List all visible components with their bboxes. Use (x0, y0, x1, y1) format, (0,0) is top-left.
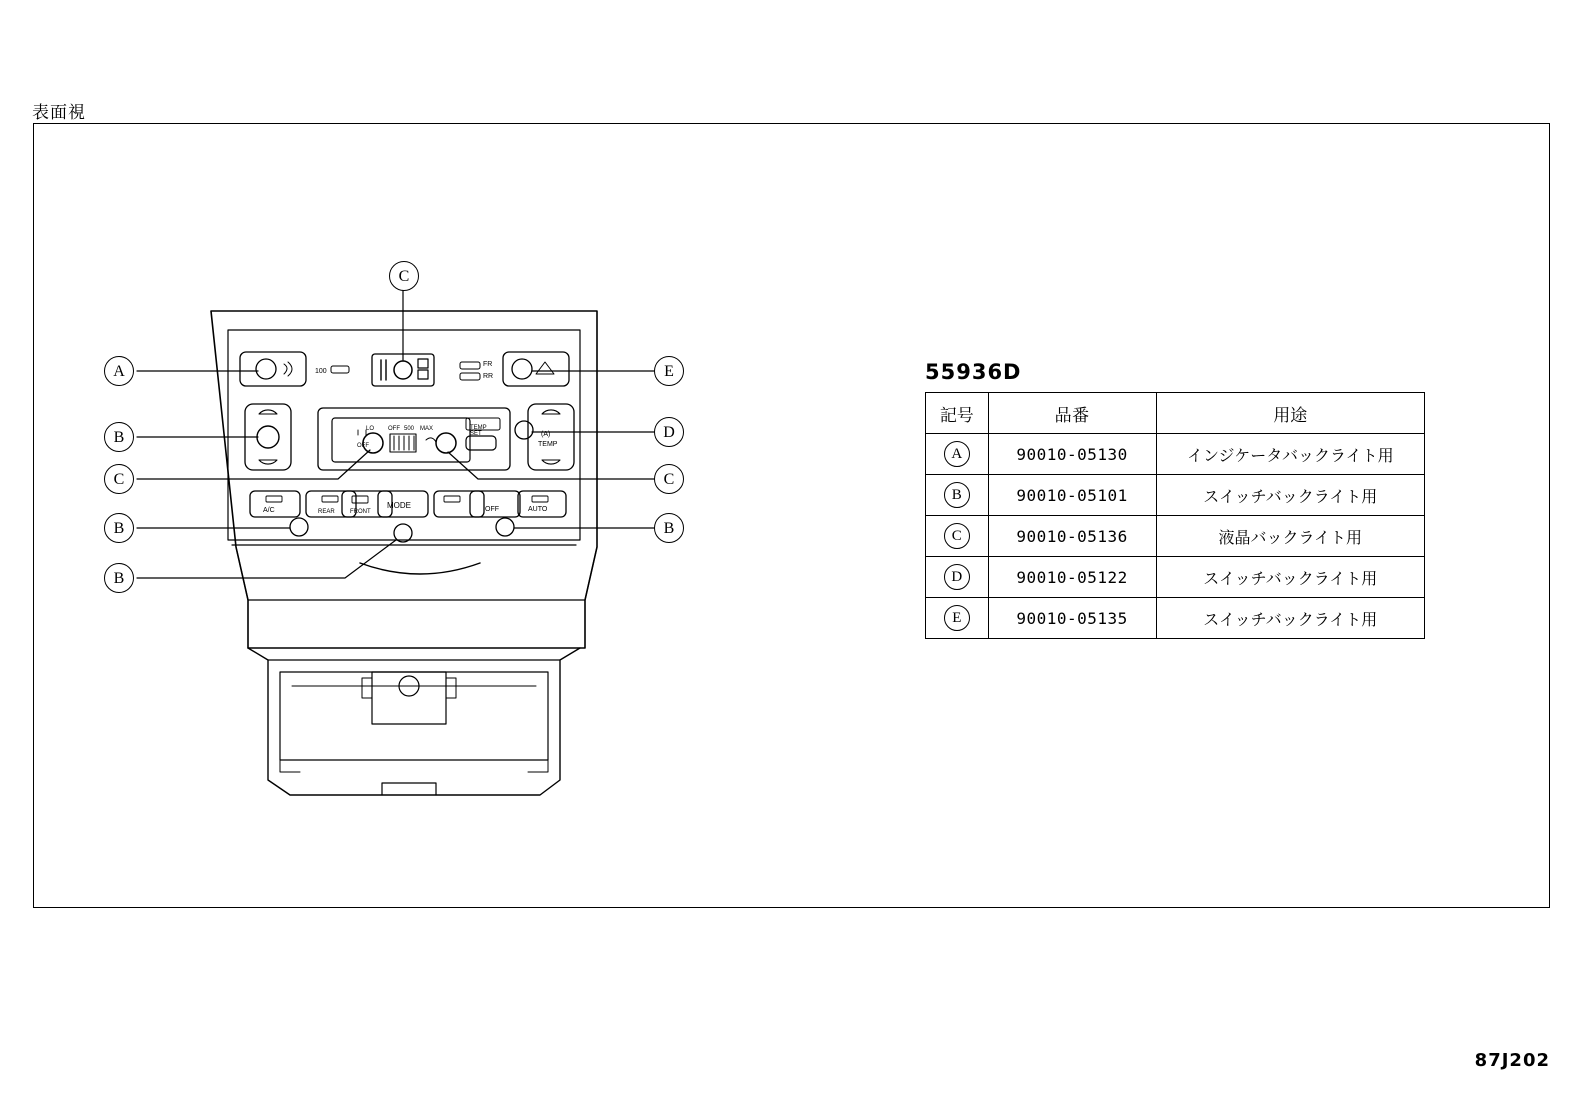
callout-c-right: C (654, 464, 684, 494)
parts-table-block (925, 360, 1425, 639)
callout-c-top: C (389, 261, 419, 291)
row-symbol (926, 475, 989, 516)
figure-code: 87J202 (1474, 1050, 1550, 1071)
header-use: 用途 (1156, 393, 1424, 434)
symbol-badge: C (944, 523, 970, 549)
callout-b-left-1: B (104, 422, 134, 452)
row-part-number: 90010-05101 (988, 475, 1156, 516)
row-symbol (926, 557, 989, 598)
row-symbol (926, 516, 989, 557)
svg-text:FR: FR (483, 361, 493, 368)
callout-a-left: A (104, 356, 134, 386)
symbol-badge: D (944, 564, 970, 590)
svg-text:TEMP: TEMP (538, 441, 558, 448)
row-part-number: 90010-05122 (988, 557, 1156, 598)
callout-d-right: D (654, 417, 684, 447)
table-row (926, 434, 1425, 475)
parts-table-title: 55936D (925, 360, 1022, 384)
svg-text:A/C: A/C (263, 507, 275, 514)
row-symbol (926, 598, 989, 639)
svg-text:MAX: MAX (420, 426, 434, 432)
table-row (926, 557, 1425, 598)
row-use: 液晶バックライト用 (1156, 516, 1424, 557)
callout-b-right: B (654, 513, 684, 543)
row-part-number: 90010-05135 (988, 598, 1156, 639)
svg-text:SET: SET (470, 431, 482, 437)
svg-text:OFF: OFF (388, 426, 400, 432)
parts-table (925, 392, 1425, 639)
row-use: スイッチバックライト用 (1156, 598, 1424, 639)
svg-text:OFF: OFF (485, 506, 499, 513)
row-part-number: 90010-05130 (988, 434, 1156, 475)
table-row (926, 598, 1425, 639)
header-symbol: 記号 (926, 393, 989, 434)
svg-text:RR: RR (483, 373, 494, 380)
row-use: スイッチバックライト用 (1156, 475, 1424, 516)
svg-text:REAR: REAR (318, 509, 335, 515)
row-part-number: 90010-05136 (988, 516, 1156, 557)
symbol-badge: E (944, 605, 970, 631)
row-symbol (926, 434, 989, 475)
symbol-badge: A (944, 441, 970, 467)
table-row (926, 516, 1425, 557)
svg-text:OFF: OFF (357, 443, 369, 449)
table-header-row (926, 393, 1425, 434)
svg-text:LO: LO (366, 426, 375, 432)
header-part-number: 品番 (988, 393, 1156, 434)
callout-e-right: E (654, 356, 684, 386)
symbol-badge: B (944, 482, 970, 508)
table-row (926, 475, 1425, 516)
svg-text:TEMP: TEMP (470, 425, 487, 431)
svg-text:AUTO: AUTO (528, 506, 548, 513)
svg-text:FRONT: FRONT (350, 509, 371, 515)
top-caption: 表面視 (32, 103, 86, 122)
svg-text:100: 100 (315, 368, 327, 375)
svg-text:500: 500 (404, 426, 415, 432)
row-use: スイッチバックライト用 (1156, 557, 1424, 598)
callout-b-left-2: B (104, 513, 134, 543)
callout-b-left-3: B (104, 563, 134, 593)
callout-c-left: C (104, 464, 134, 494)
svg-text:(A): (A) (541, 431, 551, 438)
svg-text:MODE: MODE (387, 501, 411, 510)
row-use: インジケータバックライト用 (1156, 434, 1424, 475)
